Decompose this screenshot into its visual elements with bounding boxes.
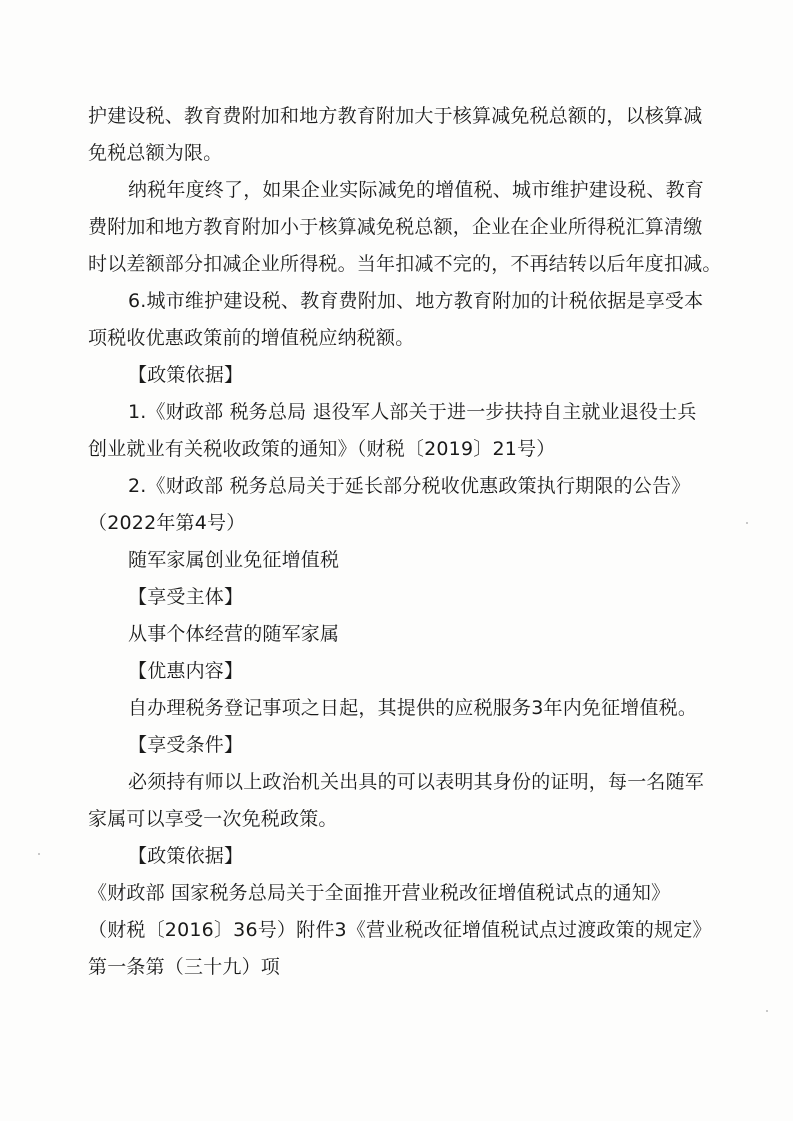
section-heading: 【享受主体】	[128, 586, 244, 608]
paragraph-start: 必须持有师以上政治机关出具的可以表明其身份的证明，每一名随军	[128, 771, 705, 793]
section-heading: 【享受条件】	[128, 734, 244, 756]
section-heading: 【政策依据】	[128, 845, 244, 867]
paragraph-start: 6.城市维护建设税、教育费附加、地方教育附加的计税依据是享受本	[128, 290, 704, 312]
text-line: 自办理税务登记事项之日起，其提供的应税服务3年内免征增值税。	[128, 697, 698, 719]
item-title: 随军家属创业免征增值税	[128, 549, 340, 571]
section-heading: 【优惠内容】	[128, 660, 244, 682]
text-line: 项税收优惠政策前的增值税应纳税额。	[88, 327, 415, 349]
text-line: （2022年第4号）	[88, 512, 246, 534]
text-line: 从事个体经营的随军家属	[128, 623, 340, 645]
text-line: 家属可以享受一次免税政策。	[88, 808, 338, 830]
text-line: 护建设税、教育费附加和地方教育附加大于核算减免税总额的，以核算减	[88, 105, 703, 127]
paragraph-start: 纳税年度终了，如果企业实际减免的增值税、城市维护建设税、教育	[128, 179, 705, 201]
document-body	[88, 98, 722, 986]
scan-speck	[746, 522, 748, 524]
text-line: 第一条第（三十九）项	[88, 956, 281, 978]
policy-reference: 2.《财政部 税务总局关于延长部分税收优惠政策执行期限的公告》	[128, 475, 691, 497]
text-line: 免税总额为限。	[88, 142, 223, 164]
scan-speck	[766, 1010, 768, 1012]
policy-reference: 《财政部 国家税务总局关于全面推开营业税改征增值税试点的通知》	[88, 882, 671, 904]
section-heading: 【政策依据】	[128, 364, 244, 386]
text-line: 创业就业有关税收政策的通知》（财税〔2019〕21号）	[88, 438, 556, 460]
text-line: 时以差额部分扣减企业所得税。当年扣减不完的，不再结转以后年度扣减。	[88, 253, 722, 275]
policy-reference: 1.《财政部 税务总局 退役军人部关于进一步扶持自主就业退役士兵	[128, 401, 697, 423]
text-line: 费附加和地方教育附加小于核算减免税总额，企业在企业所得税汇算清缴	[88, 216, 703, 238]
scan-speck	[38, 853, 40, 855]
text-line: （财税〔2016〕36号）附件3《营业税改征增值税试点过渡政策的规定》	[88, 919, 712, 941]
